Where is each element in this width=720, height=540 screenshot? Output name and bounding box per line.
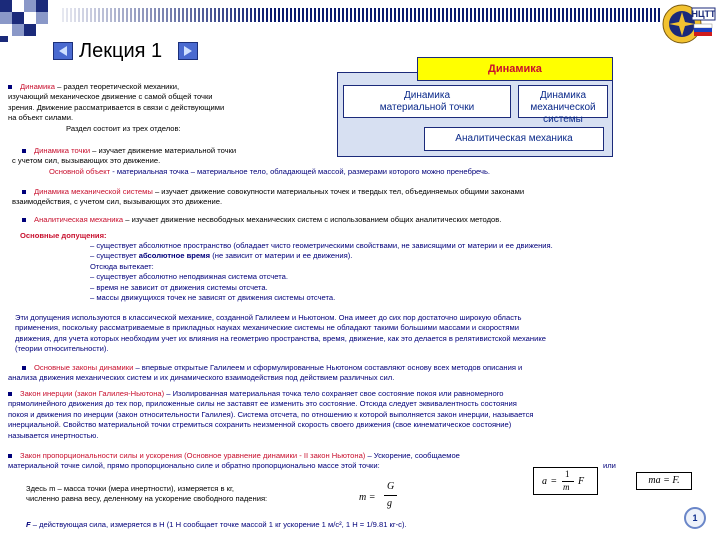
inertia-law-paragraph: Закон инерции (закон Галилея-Ньютона) – Изолированная материальная точка тело сохраняет свое состояние покоя или равномерного прямолинейного движения до тех пор, приложенные силы не заставят ее изменить это состояние. Отсюда следует эквивалентность состояния покоя и движения по инерции (закон относительности Галилея). Система отсчета, по отношению к которой выполняется закон инерции, называется инерциальной. Свойство материальной точки стремиться сохранить неизменной скорость своего движения (свое кинематическое состояние) называется инертностью. (8, 389, 534, 440)
second-law-paragraph: Закон пропорциональности силы и ускорения (Основное уравнение динамики - II закон Ньютона) – Ускорение, сообщаемое материальной точке силой, прямо пропорционально силе и обратно пропорционально массе этой точки: (8, 451, 460, 471)
assumptions-title: Основные допущения: (20, 231, 107, 240)
formula-mass: m = G g (355, 480, 407, 518)
diagram-analytical-mechanics: Аналитическая механика (424, 127, 604, 151)
bullet-icon (22, 218, 26, 222)
laws-paragraph: Основные законы динамики – впервые открытые Галилеем и сформулированные Ньютоном составляют основу всех методов описания и анализа движения механических систем и их динамического взаимодействия под действием различных сил. (8, 363, 523, 383)
bullet-icon (8, 85, 12, 89)
bullet-icon (22, 366, 26, 370)
diagram-root-dynamics: Динамика (417, 57, 613, 81)
assumptions-list: – существует абсолютное пространство (обладает чисто геометрическими свойствами, не зависящими от материи и ее движения. – существует абсолютное время (не зависит от материи и ее движения). Отсюда вытекает: – существует абсолютно неподвижная система отсчета. – время не зависит от движения системы отсчета. – массы движущихся точек не зависят от движения системы отсчета. (90, 241, 553, 303)
formula-ma-equals-f: ma = F. (636, 472, 692, 490)
institute-logo (658, 2, 716, 50)
bullet-icon (8, 392, 12, 396)
diagram-system-dynamics: Динамика механической системы (518, 85, 608, 118)
page-title: Лекция 1 (79, 40, 163, 62)
or-label: или (603, 461, 616, 470)
arrow-right-icon (184, 46, 192, 56)
formula-acceleration: a = 1 m F (533, 467, 598, 495)
svg-text:НЦТТ: НЦТТ (691, 9, 716, 19)
mechanical-system-paragraph: Динамика механической системы – изучает движение совокупности материальных точек и твердых тел, объединяемых общими законами взаимодействия, с учетом сил, вызывающих это движение. (12, 187, 525, 207)
force-explanation: F – действующая сила, измеряется в Н (1 Н сообщает точке массой 1 кг ускорение 1 м/с², 1 Н = 1/9.81 кг-с). (26, 520, 407, 529)
corner-checker-decoration (0, 0, 62, 44)
page-number-badge: 1 (684, 507, 706, 529)
point-dynamics-paragraph: Динамика точки – изучает движение материальной точки с учетом сил, вызывающих это движение. Основной объект - материальная точка – материальное тело, обладающей массой, размерами которого можно пренебречь. (12, 146, 491, 176)
bullet-icon (22, 149, 26, 153)
diagram-point-dynamics: Динамика материальной точки (343, 85, 511, 118)
next-slide-button[interactable] (178, 42, 198, 60)
bullet-icon (22, 190, 26, 194)
bullet-icon (8, 454, 12, 458)
assumptions-explanation: Эти допущения используются в классической механике, созданной Галилеем и Ньютоном. Она имеет до сих пор достаточно широкую область применения, поскольку рассматриваемые в прикладных науках механические системы не обладают такими большими массами и скоростями движения, для учета которых необходим учет их влияния на геометрию пространства, время, движение, как это делается в релятивистской механике (теории относительности). (15, 313, 546, 354)
mass-explanation: Здесь m – масса точки (мера инертности), измеряется в кг, численно равна весу, деленному на ускорение свободного падения: (26, 484, 268, 504)
analytical-mechanics-paragraph: Аналитическая механика – изучает движение несвободных механических систем с использованием общих аналитических методов. (22, 215, 501, 225)
prev-slide-button[interactable] (53, 42, 73, 60)
intro-paragraph: Динамика – раздел теоретической механики, изучающий механическое движение с самой общей точки зрения. Движение рассматривается в связи с действующими на объект силами. Раздел состоит из трех отделов: (8, 82, 225, 133)
arrow-left-icon (59, 46, 67, 56)
